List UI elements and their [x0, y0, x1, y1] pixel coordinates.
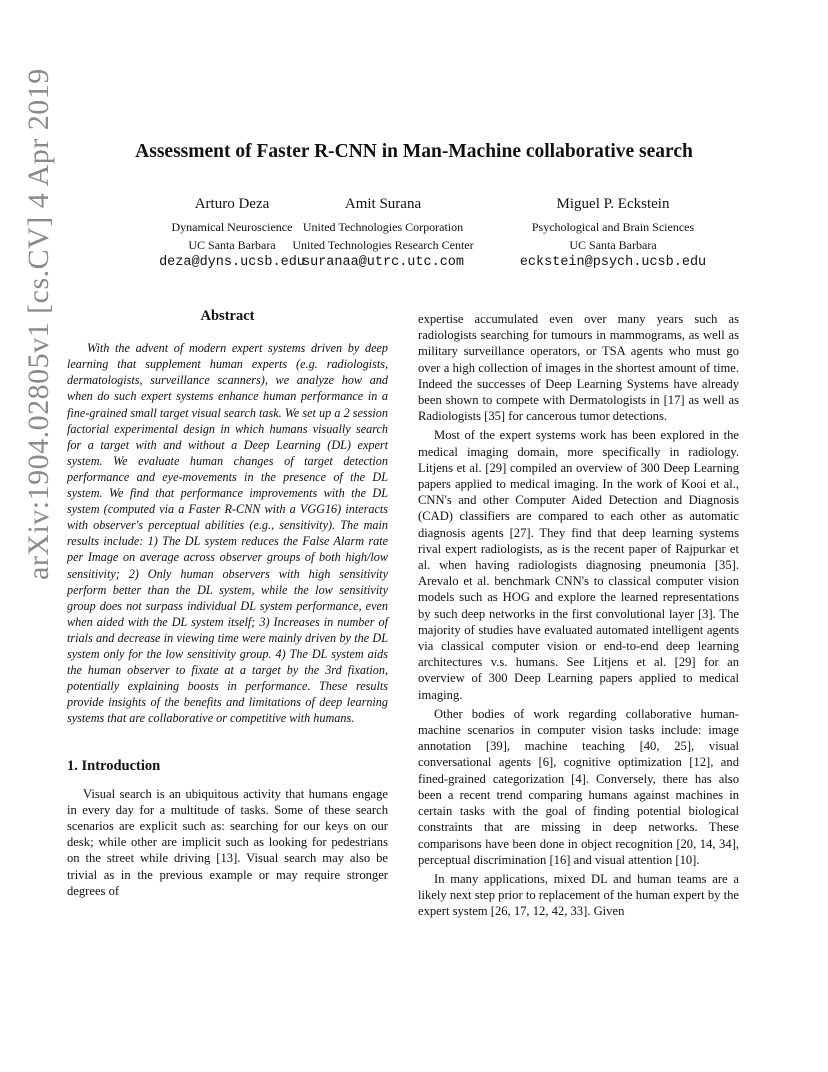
- body-paragraph: In many applications, mixed DL and human teams are a likely next step prior to replacement of the human expert by the expert system [26, 17, 12, 42, 33]. Given: [418, 871, 739, 919]
- author-affiliation: UC Santa Barbara: [188, 238, 276, 252]
- author-name: Amit Surana: [344, 196, 422, 212]
- author-affiliation: Psychological and Brain Sciences: [531, 220, 695, 234]
- author-email[interactable]: suranaa@utrc.utc.com: [301, 255, 465, 270]
- body-paragraph: expertise accumulated even over many years such as radiologists searching for tumours in mammograms, as well as military surveillance operators, or TSA agents who must go over a high collection of images in the shortest amount of time. Indeed the successes of Deep Learning Systems have already been shown to compete with Dermatologists in [17] as well as Radiologists [35] for cancerous tumor detections.: [418, 312, 739, 424]
- body-paragraph: Visual search is an ubiquitous activity that humans engage in every day for a multitude of tasks. Some of these search scenarios are explicit such as: searching for our keys on our desk; while other are implicit such as looking for pedestrians on the street while driving [13]. Visual search may also be trivial as in the previous example or may require stronger degrees of: [67, 786, 388, 898]
- author-affiliation: Dynamical Neuroscience: [171, 220, 293, 234]
- author-name: Miguel P. Eckstein: [556, 196, 670, 212]
- body-paragraph: Other bodies of work regarding collaborative human-machine scenarios in computer vision tasks include: image annotation [39], machine teaching [40, 25], visual conversational agents [6], cognitive optimization [12], and fined-grained categorization [4]. Conversely, there has also been a recent trend comparing humans against machines in certain tasks with the goal of finding potential biological constraints that are missing in deep networks. These comparisons have been done in object recognition [20, 14, 34], perceptual discrimination [16] and visual attention [10].: [418, 706, 739, 867]
- paper-title: Assessment of Faster R-CNN in Man-Machine collaborative search: [135, 141, 693, 162]
- right-column: [418, 311, 739, 920]
- arxiv-identifier-stamp: arXiv:1904.02805v1 [cs.CV] 4 Apr 2019: [22, 68, 55, 580]
- introduction-heading: 1. Introduction: [67, 758, 161, 775]
- body-paragraph: Most of the expert systems work has been explored in the medical imaging domain, more specifically in radiology. Litjens et al. [29] compiled an overview of 300 Deep Learning papers applied to medical imaging. In the work of Kooi et al., CNN's and other Computer Aided Detection and Diagnosis (CAD) classifiers are compared to each other as automatic diagnosis agents [27]. They find that deep learning systems rival expert radiologists, as is the recent paper of Rajpurkar et al. when having radiologists diagnosing pneumonia [35]. Arevalo et al. benchmark CNN's to classical computer vision models such as HOG and explore the learned representations by such deep networks in the first convolutional layer [3]. The majority of studies have evaluated automated intelligent agents via classical computer vision or end-to-end deep learning architectures v.s. humans. See Litjens et al. [29] for an overview of 300 Deep Learning papers applied to medical imaging.: [418, 428, 739, 702]
- author-block: [253, 196, 513, 270]
- abstract-heading: Abstract: [200, 308, 255, 324]
- author-affiliation: United Technologies Research Center: [292, 238, 474, 252]
- author-affiliation: United Technologies Corporation: [302, 220, 464, 234]
- left-column: [67, 308, 388, 899]
- author-name: Arturo Deza: [194, 196, 270, 212]
- author-affiliation: UC Santa Barbara: [569, 238, 657, 252]
- author-block: [483, 196, 743, 270]
- author-email[interactable]: eckstein@psych.ucsb.edu: [519, 255, 707, 270]
- abstract-text: With the advent of modern expert systems driven by deep learning that supplement human experts (e.g. radiologists, dermatologists, surveillance scanners), we analyze how and when do such expert systems enhance human performance in a fine-grained small target visual search task. We set up a 2 session factorial experimental design in which humans visually search for a target with and without a Deep Learning (DL) expert system. We evaluate human changes of target detection performance and eye-movements in the presence of the DL system. We find that performance improvements with the DL system (computed via a Faster R-CNN with a VGG16) interacts with observer's perceptual abilities (e.g., sensitivity). The main results include: 1) The DL system reduces the False Alarm rate per Image on average across observer groups of both high/low sensitivity; 2) Only human observers with high sensitivity perform better than the DL system, while the low sensitivity group does not surpass individual DL system performance, even when aided with the DL system itself; 3) Increases in number of trials and decrease in viewing time were mainly driven by the DL system only for the low sensitivity group. 4) The DL system aids the human observer to fixate at a target by the 3rd fixation, potentially explaining boosts in performance. These results provide insights of the benefits and limitations of deep learning systems that are collaborative or competitive with humans.: [67, 341, 388, 726]
- author-email[interactable]: deza@dyns.ucsb.edu: [159, 255, 305, 270]
